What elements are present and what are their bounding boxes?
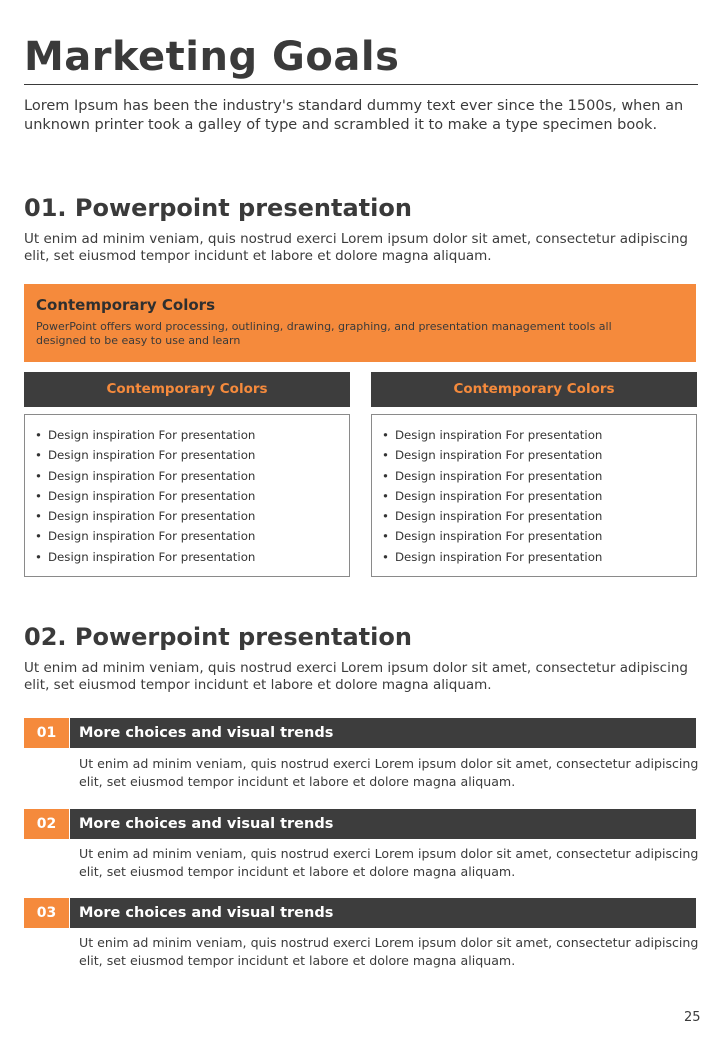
list-item: • Design inspiration For presentation <box>35 506 339 526</box>
row-1-number: 01 <box>24 718 69 748</box>
row-1-title: More choices and visual trends <box>70 718 696 748</box>
list-item: • Design inspiration For presentation <box>35 547 339 567</box>
section-2-text: Ut enim ad minim veniam, quis nostrud exerci Lorem ipsum dolor sit amet, consectetur adipiscing elit, set eiusmod tempor incidunt et labore et dolore magna aliquam. <box>24 660 688 693</box>
title-divider <box>24 84 698 85</box>
list-item: • Design inspiration For presentation <box>382 466 686 486</box>
list-item: • Design inspiration For presentation <box>382 547 686 567</box>
list-item: • Design inspiration For presentation <box>35 486 339 506</box>
row-2-number: 02 <box>24 809 69 839</box>
intro-paragraph: Lorem Ipsum has been the industry's standard dummy text ever since the 1500s, when an unknown printer took a galley of type and scrambled it to make a type specimen book. <box>24 98 684 133</box>
section-1-text: Ut enim ad minim veniam, quis nostrud exerci Lorem ipsum dolor sit amet, consectetur adipiscing elit, set eiusmod tempor incidunt et labore et dolore magna aliquam. <box>24 231 688 264</box>
row-2-title: More choices and visual trends <box>70 809 696 839</box>
list-item: • Design inspiration For presentation <box>382 445 686 465</box>
highlight-text: PowerPoint offers word processing, outlining, drawing, graphing, and presentation management tools all designed to be easy to use and learn <box>36 320 612 347</box>
list-item: • Design inspiration For presentation <box>382 506 686 526</box>
list-item: • Design inspiration For presentation <box>35 526 339 546</box>
list-item: • Design inspiration For presentation <box>35 466 339 486</box>
column-1-list-box <box>24 414 350 577</box>
row-3-title: More choices and visual trends <box>70 898 696 928</box>
row-2-text: Ut enim ad minim veniam, quis nostrud exerci Lorem ipsum dolor sit amet, consectetur adipiscing elit, set eiusmod tempor incidunt et labore et dolore magna aliquam. <box>79 846 699 879</box>
page-title: Marketing Goals <box>24 34 400 80</box>
row-1-text: Ut enim ad minim veniam, quis nostrud exerci Lorem ipsum dolor sit amet, consectetur adipiscing elit, set eiusmod tempor incidunt et labore et dolore magna aliquam. <box>79 756 699 789</box>
section-2-heading: 02. Powerpoint presentation <box>24 623 412 651</box>
column-2-list <box>382 425 686 567</box>
list-item: • Design inspiration For presentation <box>35 425 339 445</box>
section-1-heading: 01. Powerpoint presentation <box>24 194 412 222</box>
column-2-header: Contemporary Colors <box>371 372 697 407</box>
highlight-title: Contemporary Colors <box>36 296 216 314</box>
page-number: 25 <box>684 1010 701 1025</box>
column-1-list <box>35 425 339 567</box>
list-item: • Design inspiration For presentation <box>382 425 686 445</box>
list-item: • Design inspiration For presentation <box>35 445 339 465</box>
highlight-box <box>24 284 696 362</box>
list-item: • Design inspiration For presentation <box>382 486 686 506</box>
column-1-header: Contemporary Colors <box>24 372 350 407</box>
row-3-number: 03 <box>24 898 69 928</box>
column-2-list-box <box>371 414 697 577</box>
list-item: • Design inspiration For presentation <box>382 526 686 546</box>
row-3-text: Ut enim ad minim veniam, quis nostrud exerci Lorem ipsum dolor sit amet, consectetur adipiscing elit, set eiusmod tempor incidunt et labore et dolore magna aliquam. <box>79 935 699 968</box>
